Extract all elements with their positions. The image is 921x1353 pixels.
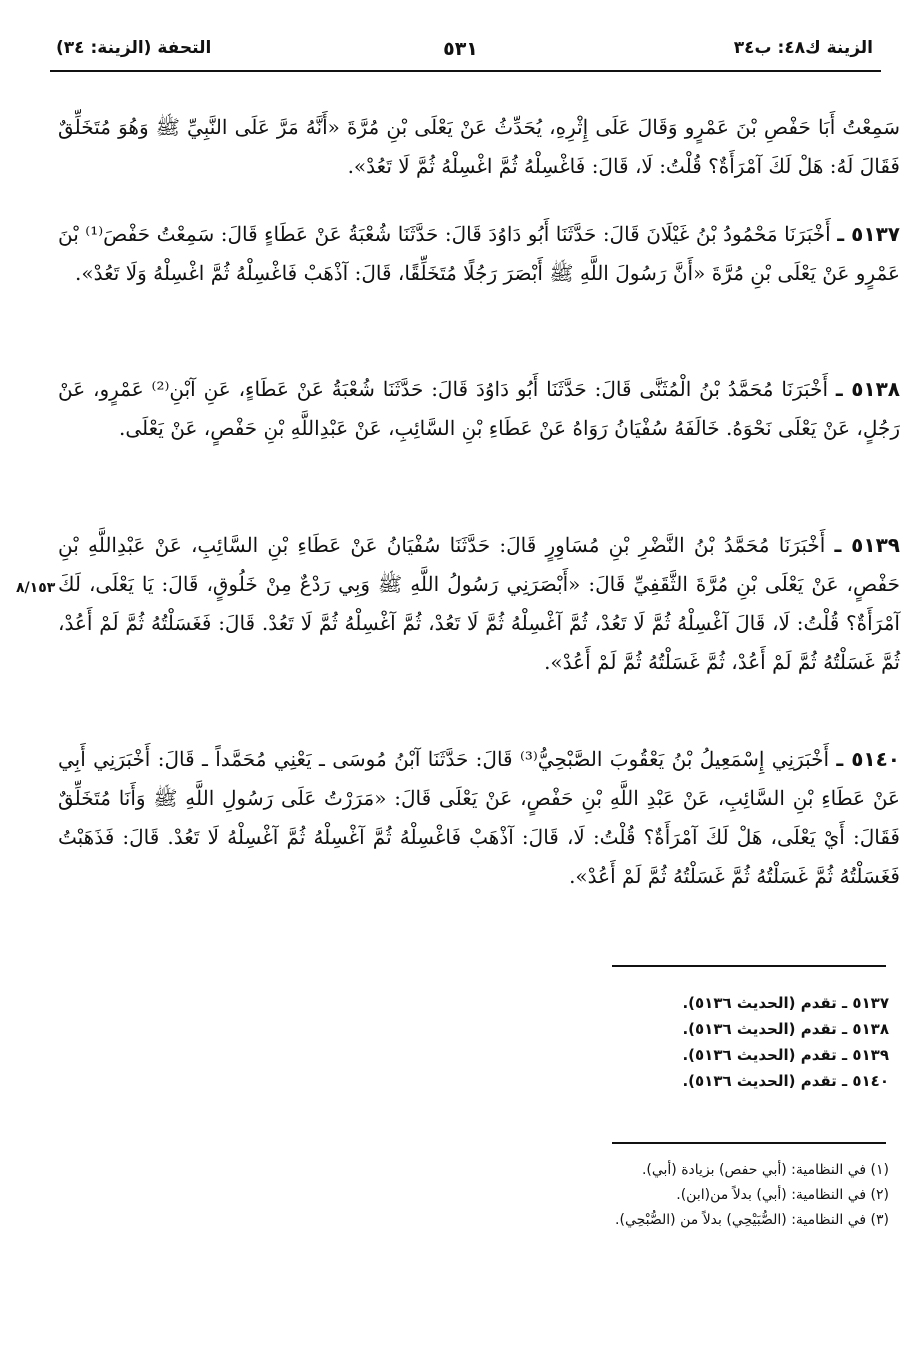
takhrij-list [682,990,889,1094]
running-header [40,28,881,68]
hadith-continuation [58,108,900,186]
footnote-item: (٢) في النظامية: (أبي) بدلاً من(ابن). [676,1187,889,1203]
hadith-number: ٥١٤٠ ـ [836,747,901,771]
header-tuhfa-ref: التحفة (الزينة: ٣٤) [56,38,212,58]
header-chapter-ref: الزينة ك٤٨: ب٣٤ [733,38,873,58]
hadith-number: ٥١٣٧ ـ [837,222,900,246]
header-rule [50,70,881,72]
hadith-number: ٥١٣٨ ـ [835,377,901,401]
hadith-5138 [58,370,900,448]
takhrij-item: ٥١٣٨ ـ تقدم (الحديث ٥١٣٦). [682,1020,889,1038]
footnotes-list [615,1158,889,1233]
hadith-5140 [58,740,900,896]
hadith-text: أَخْبَرَنِي إِسْمَعِيلُ بْنُ يَعْقُوبَ الصَّبْحِيُّ⁽³⁾ قَالَ: حَدَّثَنَا آبْنُ مُوسَى ـ يَعْنِي مُحَمَّداً ـ قَالَ: أَخْبَرَنِي أَبِي عَنْ عَطَاءِ بْنِ السَّائِبِ، عَنْ عَبْدِ اللَّهِ بْنِ حَفْصٍ، عَنْ يَعْلَى قَالَ: «مَرَرْتُ عَلَى رَسُولِ اللَّهِ ﷺ وَأَنَا مُتَخَلِّقٌ فَقَالَ: أَيْ يَعْلَى، هَلْ لَكَ آمْرَأَةٌ؟ قُلْتُ: لَا، قَالَ: آذْهَبْ فَاغْسِلْهُ ثُمَّ آغْسِلْهُ ثُمَّ آغْسِلْهُ لَا تَعُدْ. قَالَ: فَذَهَبْتُ فَغَسَلْتُهُ ثُمَّ غَسَلْتُهُ ثُمَّ غَسَلْتُهُ ثُمَّ لَمْ أَعُدْ». [58,747,900,888]
footnote-item: (١) في النظامية: (أبي حفص) بزيادة (أبي). [641,1162,889,1178]
page-number: ٥٣١ [443,38,478,60]
hadith-text: أَخْبَرَنَا مُحَمَّدُ بْنُ النَّضْرِ بْنِ مُسَاوِرٍ قَالَ: حَدَّثَنَا سُفْيَانُ عَنْ عَطَاءِ بْنِ السَّائِبِ، عَنْ عَبْدِاللَّهِ بْنِ حَفْصٍ، عَنْ يَعْلَى بْنِ مُرَّةَ الثَّقَفِيِّ قَالَ: «أَبْصَرَنِي رَسُولُ اللَّهِ ﷺ وَبِي رَدْعٌ مِنْ خَلُوقٍ، قَالَ: يَا يَعْلَى، لَكَ آمْرَأَةٌ؟ قُلْتُ: لَا، قَالَ آغْسِلْهُ ثُمَّ لَا تَعُدْ، ثُمَّ آغْسِلْهُ ثُمَّ لَا تَعُدْ، ثُمَّ آغْسِلْهُ ثُمَّ لَا تَعُدْ. قَالَ: فَغَسَلْتُهُ ثُمَّ لَمْ أَعُدْ، ثُمَّ غَسَلْتُهُ ثُمَّ لَمْ أَعُدْ، ثُمَّ غَسَلْتُهُ ثُمَّ لَمْ أَعُدْ». [58,533,900,674]
margin-reference: ٨/١٥٣ [16,580,56,596]
hadith-text: أَخْبَرَنَا مُحَمَّدُ بْنُ الْمُثَنَّى قَالَ: حَدَّثَنَا أَبُو دَاوُدَ قَالَ: حَدَّثَنَا شُعْبَةُ عَنْ عَطَاءٍ، عَنِ آبْنِ⁽²⁾ عَمْرٍو، عَنْ رَجُلٍ، عَنْ يَعْلَى نَحْوَهُ. خَالَفَهُ سُفْيَانُ رَوَاهُ عَنْ عَطَاءِ بْنِ السَّائِبِ، عَنْ عَبْدِاللَّهِ بْنِ حَفْصٍ، عَنْ يَعْلَى. [58,377,900,440]
takhrij-divider [612,965,886,967]
hadith-text: أَخْبَرَنَا مَحْمُودُ بْنُ غَيْلَانَ قَالَ: حَدَّثَنَا أَبُو دَاوُدَ قَالَ: حَدَّثَنَا شُعْبَةُ عَنْ عَطَاءٍ قَالَ: سَمِعْتُ حَفْصَ⁽¹⁾ بْنَ عَمْرٍو عَنْ يَعْلَى بْنِ مُرَّةَ «أَنَّ رَسُولَ اللَّهِ ﷺ أَبْصَرَ رَجُلًا مُتَخَلِّقًا، قَالَ: آذْهَبْ فَاغْسِلْهُ ثُمَّ اغْسِلْهُ وَلَا تَعُدْ». [58,222,900,285]
hadith-text: سَمِعْتُ أَبَا حَفْصِ بْنَ عَمْرٍو وَقَالَ عَلَى إِثْرِهِ، يُحَدِّثُ عَنْ يَعْلَى بْنِ مُرَّةَ «أَنَّهُ مَرَّ عَلَى النَّبِيِّ ﷺ وَهُوَ مُتَخَلِّقٌ فَقَالَ لَهُ: هَلْ لَكَ آمْرَأَةٌ؟ قُلْتُ: لَا، قَالَ: فَاغْسِلْهُ ثُمَّ اغْسِلْهُ ثُمَّ لَا تَعُدْ». [58,115,900,178]
takhrij-item: ٥١٣٧ ـ تقدم (الحديث ٥١٣٦). [682,994,889,1012]
hadith-number: ٥١٣٩ ـ [834,533,900,557]
takhrij-item: ٥١٣٩ ـ تقدم (الحديث ٥١٣٦). [682,1046,889,1064]
footnote-item: (٣) في النظامية: (الصُّبَيْحِي) بدلاً من (الصُّبْحِي). [615,1212,889,1228]
hadith-5139 [58,526,900,682]
footnotes-divider [612,1142,886,1144]
hadith-5137 [58,215,900,293]
takhrij-item: ٥١٤٠ ـ تقدم (الحديث ٥١٣٦). [682,1072,889,1090]
